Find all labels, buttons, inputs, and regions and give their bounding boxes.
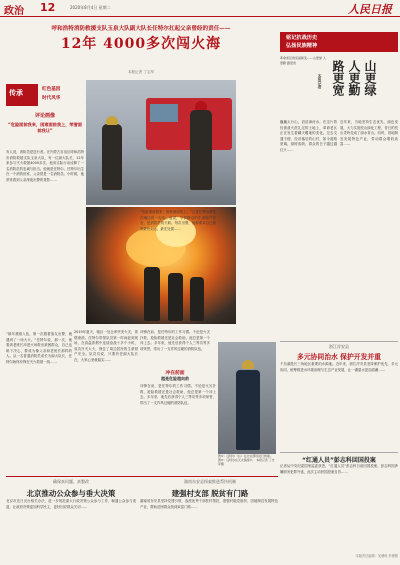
vertical-byline: 本报记者 bbox=[318, 74, 323, 90]
firefighter-photo bbox=[86, 80, 236, 205]
portrait-photo bbox=[218, 342, 276, 454]
bottom-left-subtitle: 确保真问题、真整改 bbox=[53, 479, 89, 484]
banner-line2: 弘扬民族精神 bbox=[286, 43, 318, 49]
bottom-mid-body: 湖南省东安县坚持党建引领，选派优秀干部驻村帮扶，建强村级党组织，因地制宜发展特色产业，帮助贫困群众找到致富门路…… bbox=[140, 499, 278, 509]
bottom-left-title: 北京推动公众参与垂大决策 bbox=[26, 489, 116, 498]
middle-subheading: 越是危险越向前 bbox=[161, 376, 189, 381]
helmet-shape bbox=[106, 116, 118, 125]
bottom-left-body: 北京市近日出台相关办法，进一步规范重大行政决策公众参与工作，畅通公众参与渠道，让政府决策更加科学民主，更好回应群众关切…… bbox=[6, 499, 136, 509]
lead-body-col2: “那年我刚入伍，第一次跟着战友出警，就遇到了一场大火。”任特尔说，那一次，他看到老班长冲进火场救出被困群众，自己也暗下决心，要成为像父亲和老班长那样的人。从一名普通消防员成长为副大队长，任特尔始终冲锋在灭火救援一线…… bbox=[6, 332, 72, 364]
lead-body-col4: 冲锋在前，是任特尔的工作习惯。不论是火灾扑救、抢险救援还是社会救助，他总是第一个冲上去。多年来，他先后获得个人三等功等多项荣誉，带出了一支作风过硬的消防队伍。 bbox=[140, 330, 210, 351]
third-story-body: 记者从中央纪委国家监委获悉，“红通人员”彭志科日前回国投案。彭志科因涉嫌职务犯罪外逃，此次主动回国投案自首…… bbox=[280, 464, 398, 474]
firefighter-figure bbox=[236, 370, 260, 450]
vertical-headline-2: 人更勤 bbox=[347, 60, 361, 96]
helmet-shape bbox=[242, 360, 254, 369]
newspaper-logo: 人民日报 bbox=[348, 3, 392, 16]
lead-body-col1: 有人说，消防员是逆行者。在内蒙古自治区呼和浩特市消防救援支队玉泉大队，有一位副大队长，12年来参与灭火救援4000多次，他用实际行动诠释了一名消防员的忠诚与担当。他就是任特尔。任特尔出生在一个消防世家，父亲曾是一名消防员。小时候，他常常看到父亲深夜出警的背影…… bbox=[6, 150, 84, 182]
tag-main: 传承 bbox=[9, 89, 23, 97]
right-body-col2: 近年来，当地坚持生态优先、绿色发展，大力实施荒山绿化工程，昔日的荒山秃岭变成了绿水青山。同时，因地制宜发展特色产业，带动群众增收致富…… bbox=[340, 120, 398, 147]
side-commentary bbox=[6, 112, 84, 134]
middle-heading: 冲在前面 bbox=[165, 371, 185, 376]
firefighter-figure bbox=[190, 110, 212, 190]
side-quote: “危险面前我来，困难面前我上，荣誉面前我让” bbox=[8, 122, 82, 133]
right-body-col1: 巍巍太行山，滔滔漳河水。在这片曾经被战火洗礼过的土地上，革命老区正在发生着翻天覆地的变化。过去交通不便、经济落后的山村，如今道路宽阔、绿树成荫，群众的日子越过越红火…… bbox=[280, 120, 337, 152]
second-story-title: 多元协同治水 保护开发并重 bbox=[297, 353, 381, 361]
divider bbox=[6, 476, 278, 477]
lead-subtitle: 呼和浩特消防救援支队玉泉大队副大队长任特尔扛起父亲曾经的责任—— bbox=[51, 26, 231, 32]
vertical-subhead: 革命老区的亮丽新变——山更绿 人更勤 路更宽 bbox=[280, 56, 326, 65]
second-story-pre: 浙江淳安县 bbox=[329, 344, 349, 349]
section-label: 政治 bbox=[4, 6, 24, 17]
column-tag bbox=[6, 84, 38, 106]
lead-title: 12年 4000多次闯火海 bbox=[60, 36, 222, 52]
topic-banner bbox=[280, 32, 398, 52]
photo-caption: 图①：任特尔（右）在火灾现场进行救援。 图②：任特尔在灭火演练中。 本报记者 丁志军摄 bbox=[218, 454, 275, 466]
middle-body: “危险面前我来，困难面前我上。”这是任特尔常挂在嘴边的一句话。他说，守护群众的生命财产安全，是消防员的天职。每次出警，他都要求自己做到最快到达、最先处置…… bbox=[140, 210, 216, 231]
tag-sub2: 时代风华 bbox=[42, 96, 61, 101]
divider bbox=[280, 452, 398, 453]
helmet-shape bbox=[195, 101, 207, 110]
vertical-headline-1: 山更绿 bbox=[363, 60, 377, 96]
second-story-body: 千岛湖是长三角地区重要的水源地。近年来，浙江淳安县坚持保护优先、多元协同，统筹推进水环境治理与生态产业发展，让一湖碧水更加清澈…… bbox=[280, 362, 398, 372]
bottom-mid-subtitle: 湖南东安县探索推进帮扶机制 bbox=[184, 479, 236, 484]
lead-body-col3: 2019年夏天，辖区一处仓库突发火灾，浓烟滚滚。任特尔带领队员第一时间赶到现场，在高温浓烟中连续奋战十多个小时，成功扑灭大火，保住了周边居民的生命财产安全。队员们说，只要有任副大队长在，大家心里就踏实…… bbox=[74, 330, 138, 362]
fire-truck-window bbox=[150, 104, 178, 122]
middle-body-cont: 冲锋在前，是任特尔的工作习惯。不论是火灾扑救、抢险救援还是社会救助，他总是第一个冲上去。多年来，他先后获得个人三等功等多项荣誉，带出了一支作风过硬的消防队伍。 bbox=[140, 384, 216, 405]
page-footer: 本版责任编辑：吴储岐 李博雅 bbox=[355, 554, 398, 558]
page-header bbox=[0, 0, 400, 17]
bottom-mid-title: 建强村支部 脱贫有门路 bbox=[171, 489, 249, 498]
issue-date: 2020年8月4日 星期二 bbox=[70, 5, 111, 10]
third-story-title: “红通人员”彭志科回国投案 bbox=[302, 457, 376, 464]
firefighter-figure bbox=[102, 124, 122, 190]
page-number: 12 bbox=[40, 1, 56, 14]
lead-byline: 本报记者 丁志军 bbox=[127, 70, 155, 74]
banner-line1: 铭记抗战历史 bbox=[286, 35, 318, 41]
side-heading: 评论画像 bbox=[34, 113, 55, 119]
vertical-headline-3: 路更宽 bbox=[331, 60, 345, 96]
divider bbox=[280, 341, 398, 342]
tag-sub1: 红色基因 bbox=[42, 87, 61, 92]
